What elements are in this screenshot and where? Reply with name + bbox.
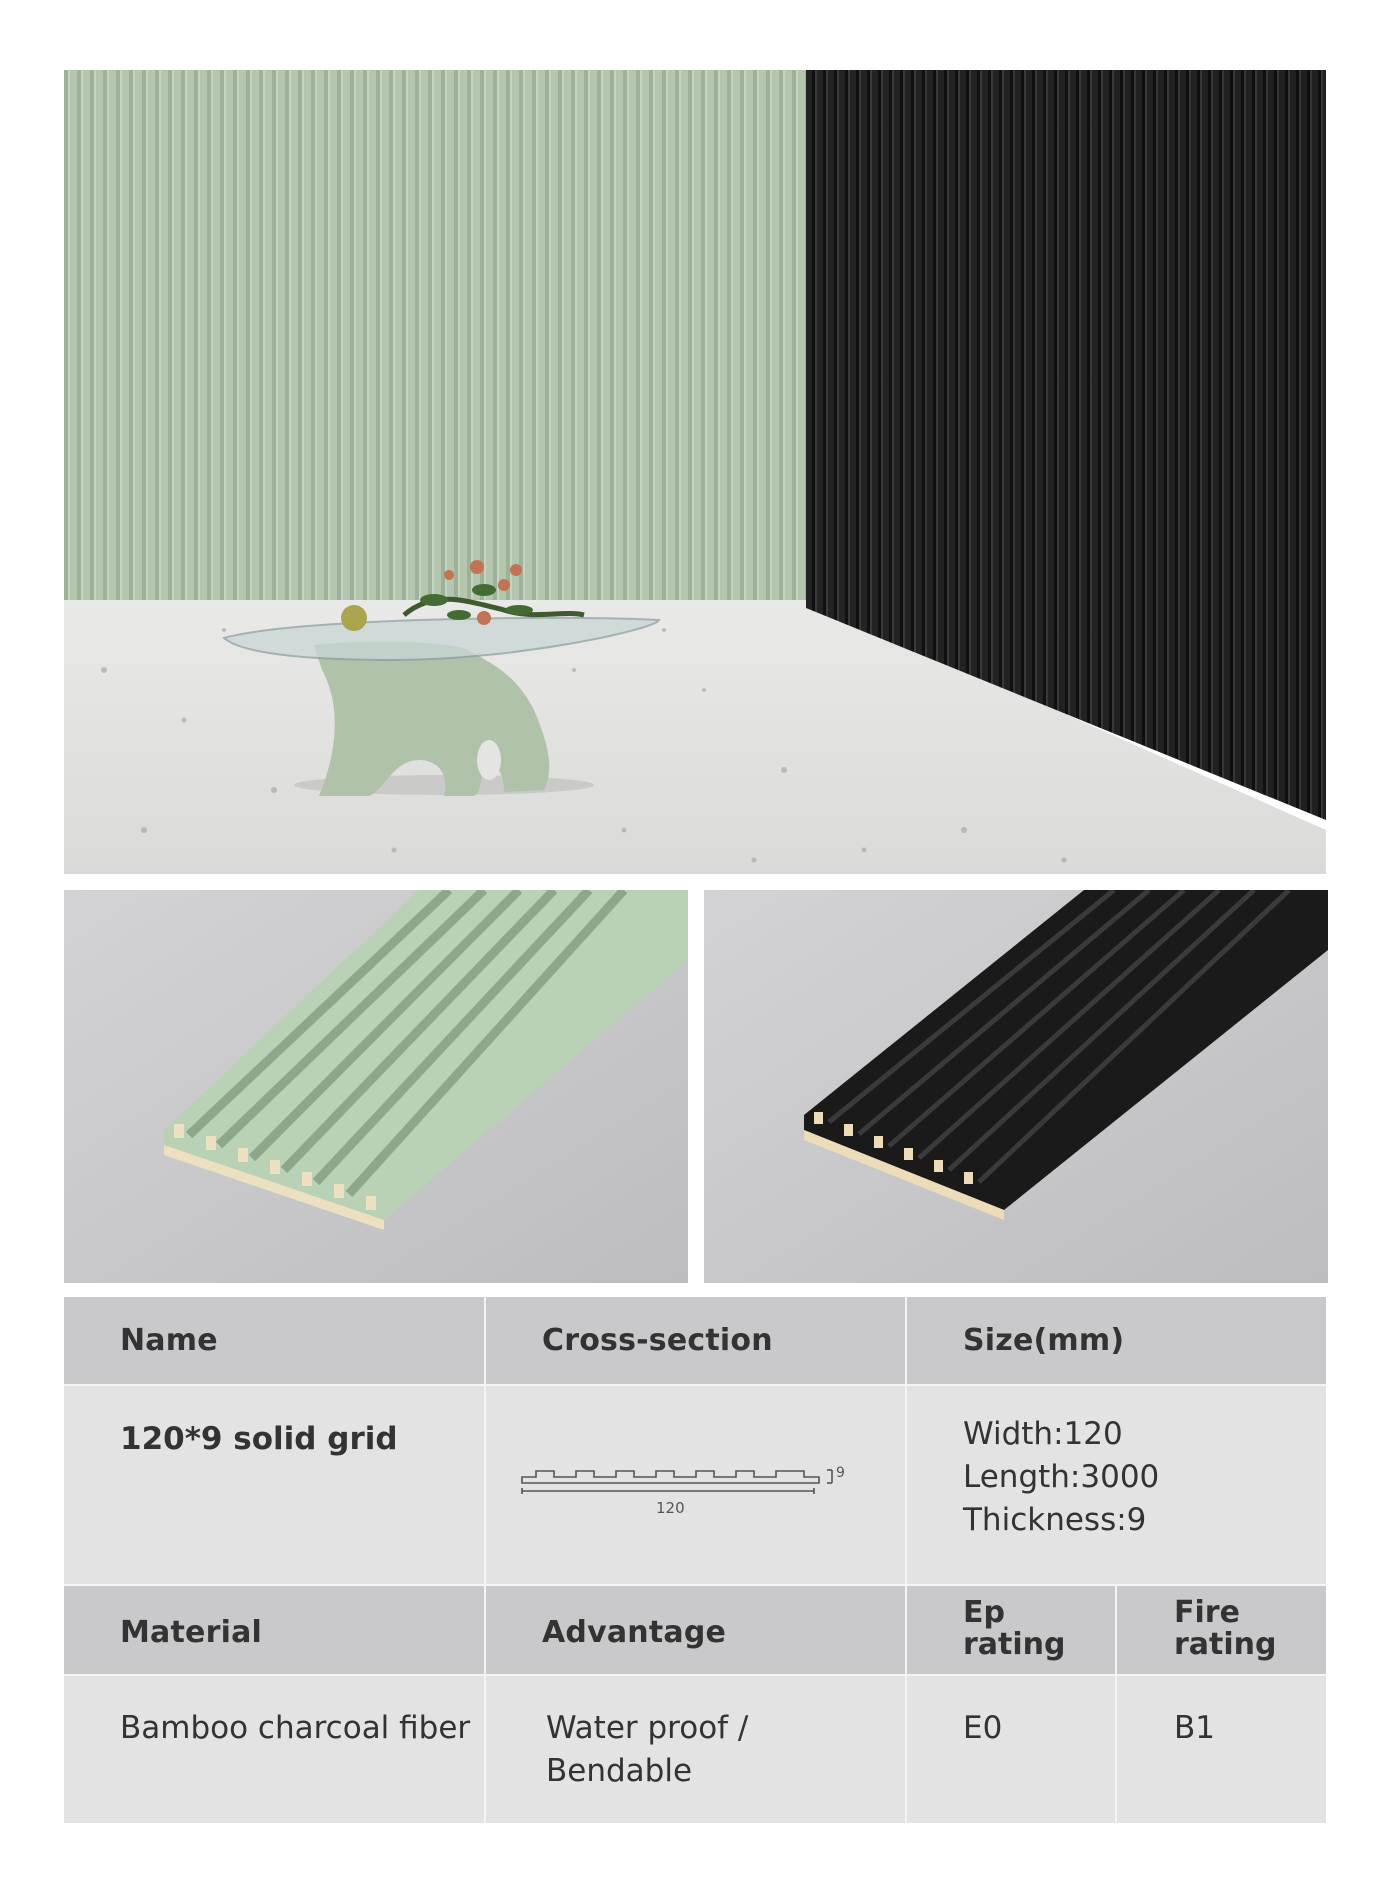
- ep-rating-value: E0: [963, 1710, 1003, 1746]
- size-length: Length:3000: [963, 1459, 1160, 1495]
- room-render-icon: [64, 70, 1326, 874]
- divider: [64, 1384, 1326, 1386]
- header-fire-rating-line1: Fire: [1174, 1595, 1240, 1630]
- size-values: [963, 1413, 1159, 1542]
- advantage-line2: Bendable: [546, 1753, 693, 1789]
- advantage-value: [546, 1707, 748, 1793]
- header-ep-rating-line1: Ep: [963, 1595, 1005, 1630]
- divider: [1115, 1585, 1117, 1823]
- header-ep-rating-line2: rating: [963, 1627, 1066, 1662]
- header-ep-rating: [963, 1597, 1066, 1661]
- header-size: Size(mm): [963, 1323, 1125, 1358]
- black-panel-image: [704, 890, 1328, 1283]
- product-name-value: 120*9 solid grid: [120, 1421, 398, 1457]
- header-material: Material: [120, 1615, 262, 1650]
- header-name: Name: [120, 1323, 218, 1358]
- header-advantage: Advantage: [542, 1615, 727, 1650]
- room-render-image: [64, 70, 1326, 874]
- spec-table: [64, 1297, 1326, 1823]
- divider: [64, 1674, 1326, 1676]
- header-fire-rating-line2: rating: [1174, 1627, 1277, 1662]
- green-panel-image: [64, 890, 688, 1283]
- diagram-width-label: 120: [656, 1499, 685, 1517]
- cross-section-diagram: [514, 1457, 894, 1537]
- black-panel-icon: [704, 890, 1328, 1283]
- header-cross-section: Cross-section: [542, 1323, 773, 1358]
- divider: [484, 1297, 486, 1823]
- size-thickness: Thickness:9: [963, 1502, 1147, 1538]
- advantage-line1: Water proof /: [546, 1710, 749, 1746]
- diagram-thickness-label: 9: [836, 1465, 845, 1481]
- material-value: Bamboo charcoal fiber: [120, 1710, 471, 1746]
- divider: [64, 1584, 1326, 1586]
- fire-rating-value: B1: [1174, 1710, 1215, 1746]
- header-fire-rating: [1174, 1597, 1277, 1661]
- size-width: Width:120: [963, 1416, 1123, 1452]
- green-panel-icon: [64, 890, 688, 1283]
- divider: [905, 1297, 907, 1823]
